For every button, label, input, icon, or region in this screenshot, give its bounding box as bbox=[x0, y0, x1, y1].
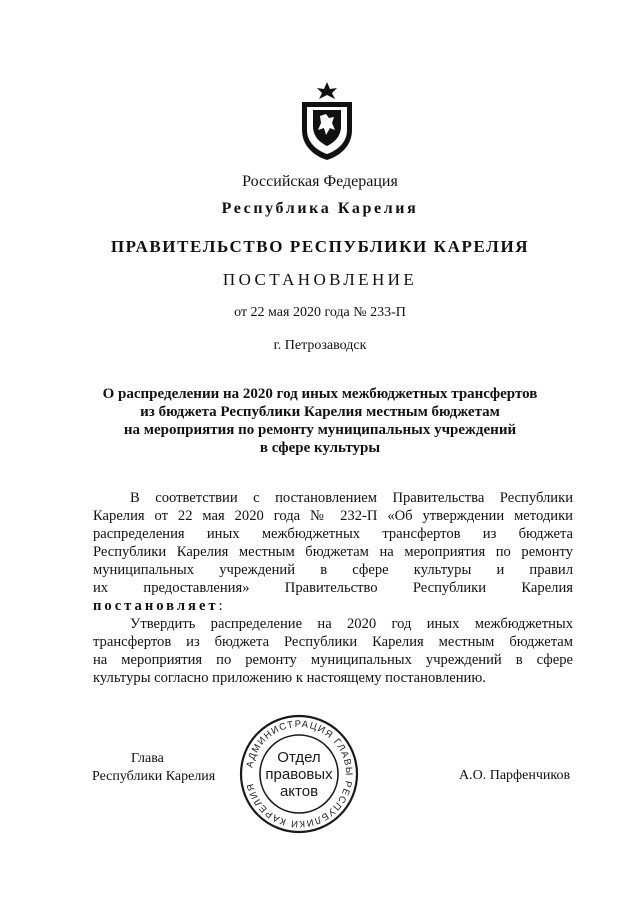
paragraph-line: В соответствии с постановлением Правительства Республики bbox=[130, 490, 573, 506]
paragraph-2 bbox=[93, 615, 573, 687]
resolves-word: постановляет bbox=[93, 598, 219, 614]
paragraph-1 bbox=[93, 489, 573, 615]
federation-label: Российская Федерация bbox=[242, 173, 398, 190]
document-title bbox=[0, 385, 640, 457]
stamp-ring-text: АДМИНИСТРАЦИЯ ГЛАВЫ РЕСПУБЛИКИ КАРЕЛИЯ bbox=[244, 718, 355, 830]
paragraph-line: Республики Карелия местным бюджетам на мероприятия по ремонту bbox=[93, 544, 573, 560]
government-heading: ПРАВИТЕЛЬСТВО РЕСПУБЛИКИ КАРЕЛИЯ bbox=[110, 237, 530, 256]
stamp-line-2: правовых bbox=[265, 766, 333, 783]
title-line: из бюджета Республики Карелия местным бюджетам bbox=[140, 404, 500, 420]
paragraph-line: Карелия от 22 мая 2020 года № 232-П «Об утверждении методики bbox=[93, 508, 573, 524]
paragraph-line: культуры согласно приложению к настоящему постановлению. bbox=[93, 670, 486, 686]
title-line: на мероприятия по ремонту муниципальных учреждений bbox=[123, 422, 517, 438]
paragraph-line bbox=[93, 597, 573, 615]
paragraph-line: их предоставления» Правительство Республики Карелия bbox=[93, 580, 573, 596]
signatory-role-line1: Глава bbox=[131, 751, 164, 766]
stamp-line-1: Отдел bbox=[277, 749, 321, 766]
colon: : bbox=[218, 598, 223, 614]
paragraph-line: муниципальных учреждений в сфере культуры и правил bbox=[93, 562, 573, 578]
stamp-seal bbox=[237, 712, 361, 836]
document-type: ПОСТАНОВЛЕНИЕ bbox=[222, 270, 418, 289]
paragraph-line: Утвердить распределение на 2020 год иных межбюджетных bbox=[130, 616, 573, 632]
date-number: от 22 мая 2020 года № 233-П bbox=[234, 305, 406, 320]
title-line: О распределении на 2020 год иных межбюджетных трансфертов bbox=[102, 386, 538, 402]
stamp-line-3: актов bbox=[279, 783, 319, 800]
paragraph-line: трансфертов из бюджета Республики Карелия местным бюджетам bbox=[93, 634, 573, 650]
signatory-name: А.О. Парфенчиков bbox=[459, 768, 571, 783]
city-label: г. Петрозаводск bbox=[273, 338, 367, 353]
coat-of-arms-icon bbox=[296, 80, 358, 162]
paragraph-line: распределения иных межбюджетных трансфертов из бюджета bbox=[93, 526, 573, 542]
signatory-role-line2: Республики Карелия bbox=[92, 769, 216, 784]
paragraph-line: на мероприятия по ремонту муниципальных учреждений в сфере bbox=[93, 652, 573, 668]
republic-label: Республика Карелия bbox=[221, 200, 419, 217]
title-line: в сфере культуры bbox=[259, 440, 381, 456]
